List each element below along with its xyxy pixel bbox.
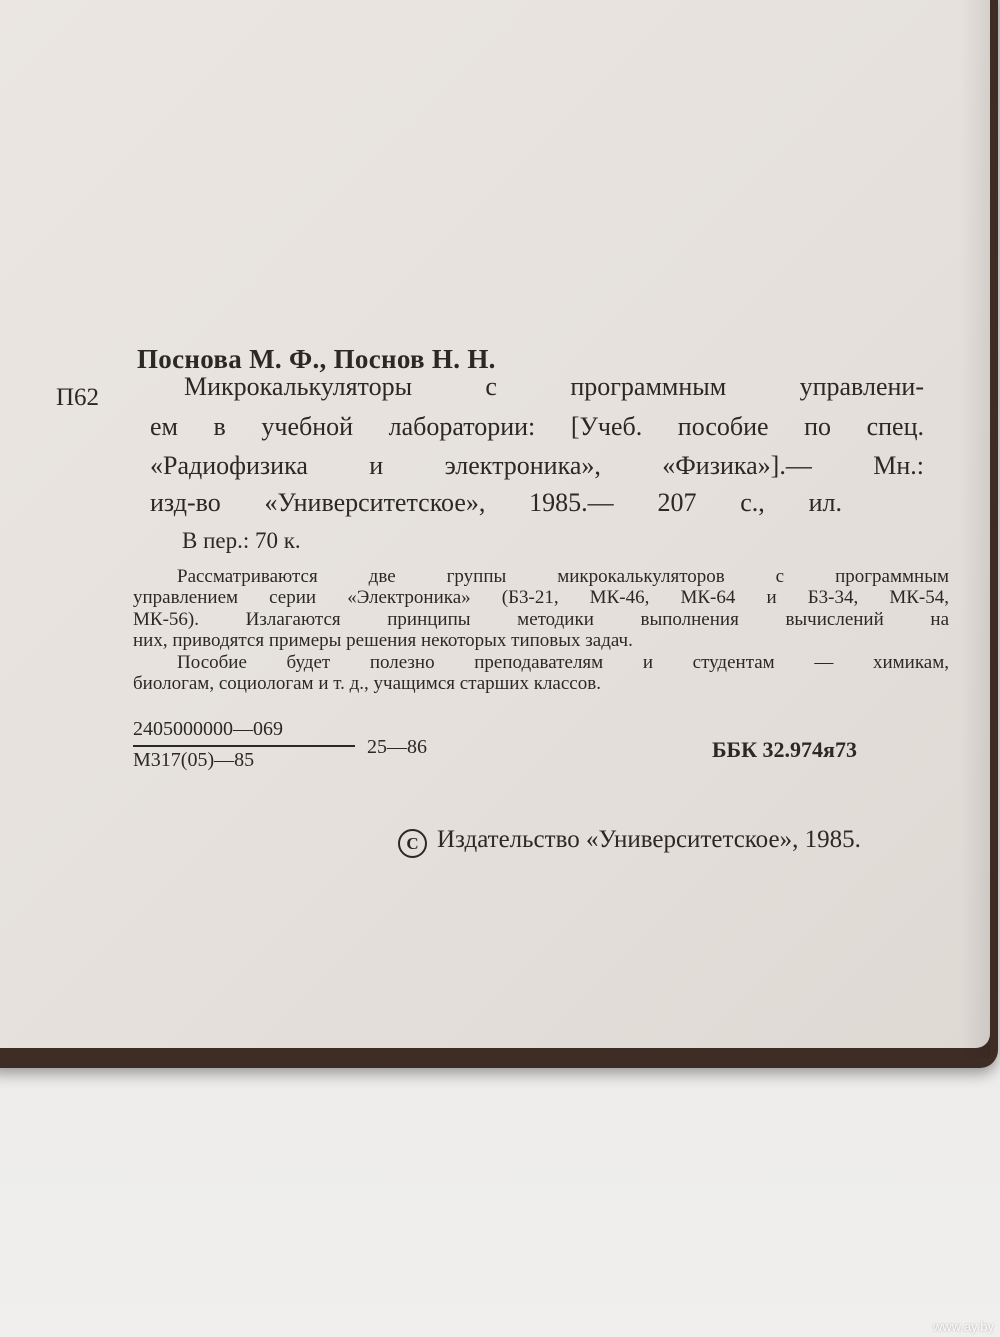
annotation-line: них, приводятся примеры решения некоторых типовых задач.	[133, 630, 633, 651]
title-line: Микрокалькуляторы с программным управлени-	[184, 372, 924, 401]
title-line: «Радиофизика и электроника», «Физика»].— Мн.:	[150, 451, 924, 480]
annotation-line: управлением серии «Электроника» (Б3-21, МК-46, МК-64 и Б3-34, МК-54,	[133, 587, 949, 608]
authors: Поснова М. Ф., Поснов Н. Н.	[137, 344, 496, 374]
watermark: www.ay.by	[932, 1319, 994, 1334]
copyright-line	[398, 826, 861, 858]
annotation-line: МК-56). Излагаются принципы методики выполнения вычислений на	[133, 609, 949, 630]
price: В пер.: 70 к.	[182, 528, 301, 553]
title-line: ем в учебной лаборатории: [Учеб. пособие по спец.	[150, 412, 924, 441]
bbk-code: ББК 32.974я73	[712, 737, 857, 762]
order-code: 25—86	[367, 736, 427, 758]
copyright-icon: C	[398, 829, 427, 858]
copyright-text: Издательство «Университетское», 1985.	[437, 826, 861, 853]
index-code-bottom: М317(05)—85	[133, 749, 255, 771]
annotation-line: Рассматриваются две группы микрокалькуляторов с программным	[177, 566, 949, 587]
title-line: изд-во «Университетское», 1985.— 207 с., ил.	[150, 488, 842, 517]
page-shadow	[960, 0, 990, 1058]
annotation-line: Пособие будет полезно преподавателям и студентам — химикам,	[177, 652, 949, 673]
annotation-line: биологам, социологам и т. д., учащимся старших классов.	[133, 673, 601, 694]
index-code-top: 2405000000—069	[133, 718, 283, 740]
catalog-code: П62	[56, 384, 100, 411]
fraction-line	[133, 745, 355, 747]
